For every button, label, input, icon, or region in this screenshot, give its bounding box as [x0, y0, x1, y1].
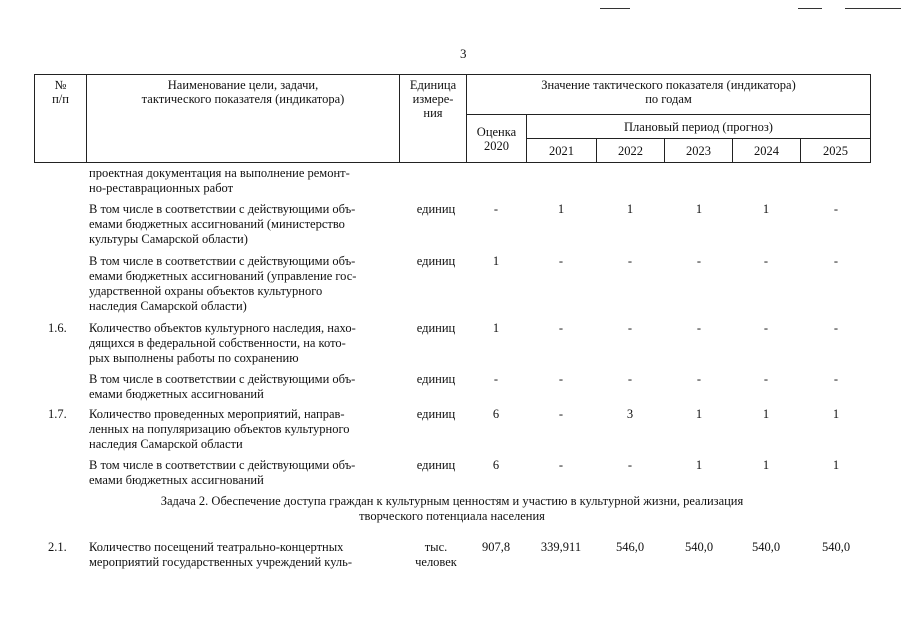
row-value: -: [558, 407, 564, 421]
header-year: 2021: [527, 139, 597, 163]
row-value: 1: [695, 202, 703, 216]
row-value: 1: [832, 407, 840, 421]
row-number: 2.1.: [48, 540, 67, 554]
row-value: -: [493, 202, 499, 216]
header-year: 2022: [597, 139, 665, 163]
row-value: -: [558, 321, 564, 335]
row-value: -: [763, 321, 769, 335]
header-year: 2024: [733, 139, 801, 163]
row-value: 1: [492, 254, 500, 268]
row-value: -: [558, 254, 564, 268]
row-unit: единиц: [416, 254, 456, 268]
row-value: -: [558, 458, 564, 472]
row-value: -: [833, 372, 839, 386]
header-year: 2023: [665, 139, 733, 163]
row-value: 540,0: [821, 540, 851, 554]
row-unit: единиц: [416, 321, 456, 335]
row-value: 3: [626, 407, 634, 421]
header-estimate: Оценка 2020: [467, 115, 527, 163]
row-unit: единиц: [416, 202, 456, 216]
row-value: 540,0: [751, 540, 781, 554]
row-name: Количество проведенных мероприятий, направ- ленных на популяризацию объектов культурного наследия Самарской области: [89, 407, 350, 451]
row-value: -: [763, 254, 769, 268]
row-value: 1: [762, 202, 770, 216]
row-name: проектная документация на выполнение ремонт- но-реставрационных работ: [89, 166, 350, 195]
row-unit: единиц: [416, 407, 456, 421]
row-name: Количество посещений театрально-концертных мероприятий государственных учреждений куль-: [89, 540, 352, 569]
scan-mark: [845, 8, 901, 9]
row-name: В том числе в соответствии с действующими объ- емами бюджетных ассигнований (управление гос- ударственной охраны объектов культурного наследия Самарской области): [89, 254, 357, 313]
row-value: 1: [832, 458, 840, 472]
row-value: 6: [492, 458, 500, 472]
row-number: 1.7.: [48, 407, 67, 421]
row-value: 6: [492, 407, 500, 421]
row-value: -: [833, 254, 839, 268]
row-value: 1: [695, 407, 703, 421]
row-value: 1: [557, 202, 565, 216]
header-value-title: Значение тактического показателя (индикатора) по годам: [467, 75, 871, 115]
scan-mark: [798, 8, 822, 9]
row-value: -: [493, 372, 499, 386]
header-name: Наименование цели, задачи, тактического показателя (индикатора): [87, 75, 400, 163]
row-value: 1: [492, 321, 500, 335]
row-value: 1: [762, 458, 770, 472]
row-name: В том числе в соответствии с действующими объ- емами бюджетных ассигнований (министерство культуры Самарской области): [89, 202, 356, 246]
header-num: № п/п: [35, 75, 87, 163]
task-heading: Задача 2. Обеспечение доступа граждан к культурным ценностям и участию в культурной жизни, реализация творческого потенциала населения: [160, 494, 744, 523]
row-value: -: [558, 372, 564, 386]
table-header: [34, 74, 871, 163]
header-unit: Единица измере- ния: [400, 75, 467, 163]
row-value: 907,8: [481, 540, 511, 554]
row-value: 339,911: [540, 540, 582, 554]
row-value: -: [833, 321, 839, 335]
row-unit: единиц: [416, 458, 456, 472]
row-value: -: [627, 372, 633, 386]
row-unit: тыс. человек: [415, 540, 457, 569]
row-value: -: [696, 321, 702, 335]
row-value: -: [763, 372, 769, 386]
row-value: 1: [762, 407, 770, 421]
header-year: 2025: [801, 139, 871, 163]
row-value: 546,0: [615, 540, 645, 554]
row-unit: единиц: [416, 372, 456, 386]
row-name: В том числе в соответствии с действующими объ- емами бюджетных ассигнований: [89, 372, 356, 401]
row-value: -: [833, 202, 839, 216]
page-number: 3: [460, 46, 467, 61]
row-value: -: [627, 321, 633, 335]
row-value: -: [627, 254, 633, 268]
row-name: Количество объектов культурного наследия, нахо- дящихся в федеральной собственности, на кото- рых выполнены работы по сохранению: [89, 321, 356, 365]
row-value: 1: [626, 202, 634, 216]
header-plan: Плановый период (прогноз): [527, 115, 871, 139]
row-number: 1.6.: [48, 321, 67, 335]
scan-mark: [600, 8, 630, 9]
row-value: 540,0: [684, 540, 714, 554]
row-value: -: [696, 372, 702, 386]
row-value: -: [696, 254, 702, 268]
row-name: В том числе в соответствии с действующими объ- емами бюджетных ассигнований: [89, 458, 356, 487]
row-value: -: [627, 458, 633, 472]
row-value: 1: [695, 458, 703, 472]
